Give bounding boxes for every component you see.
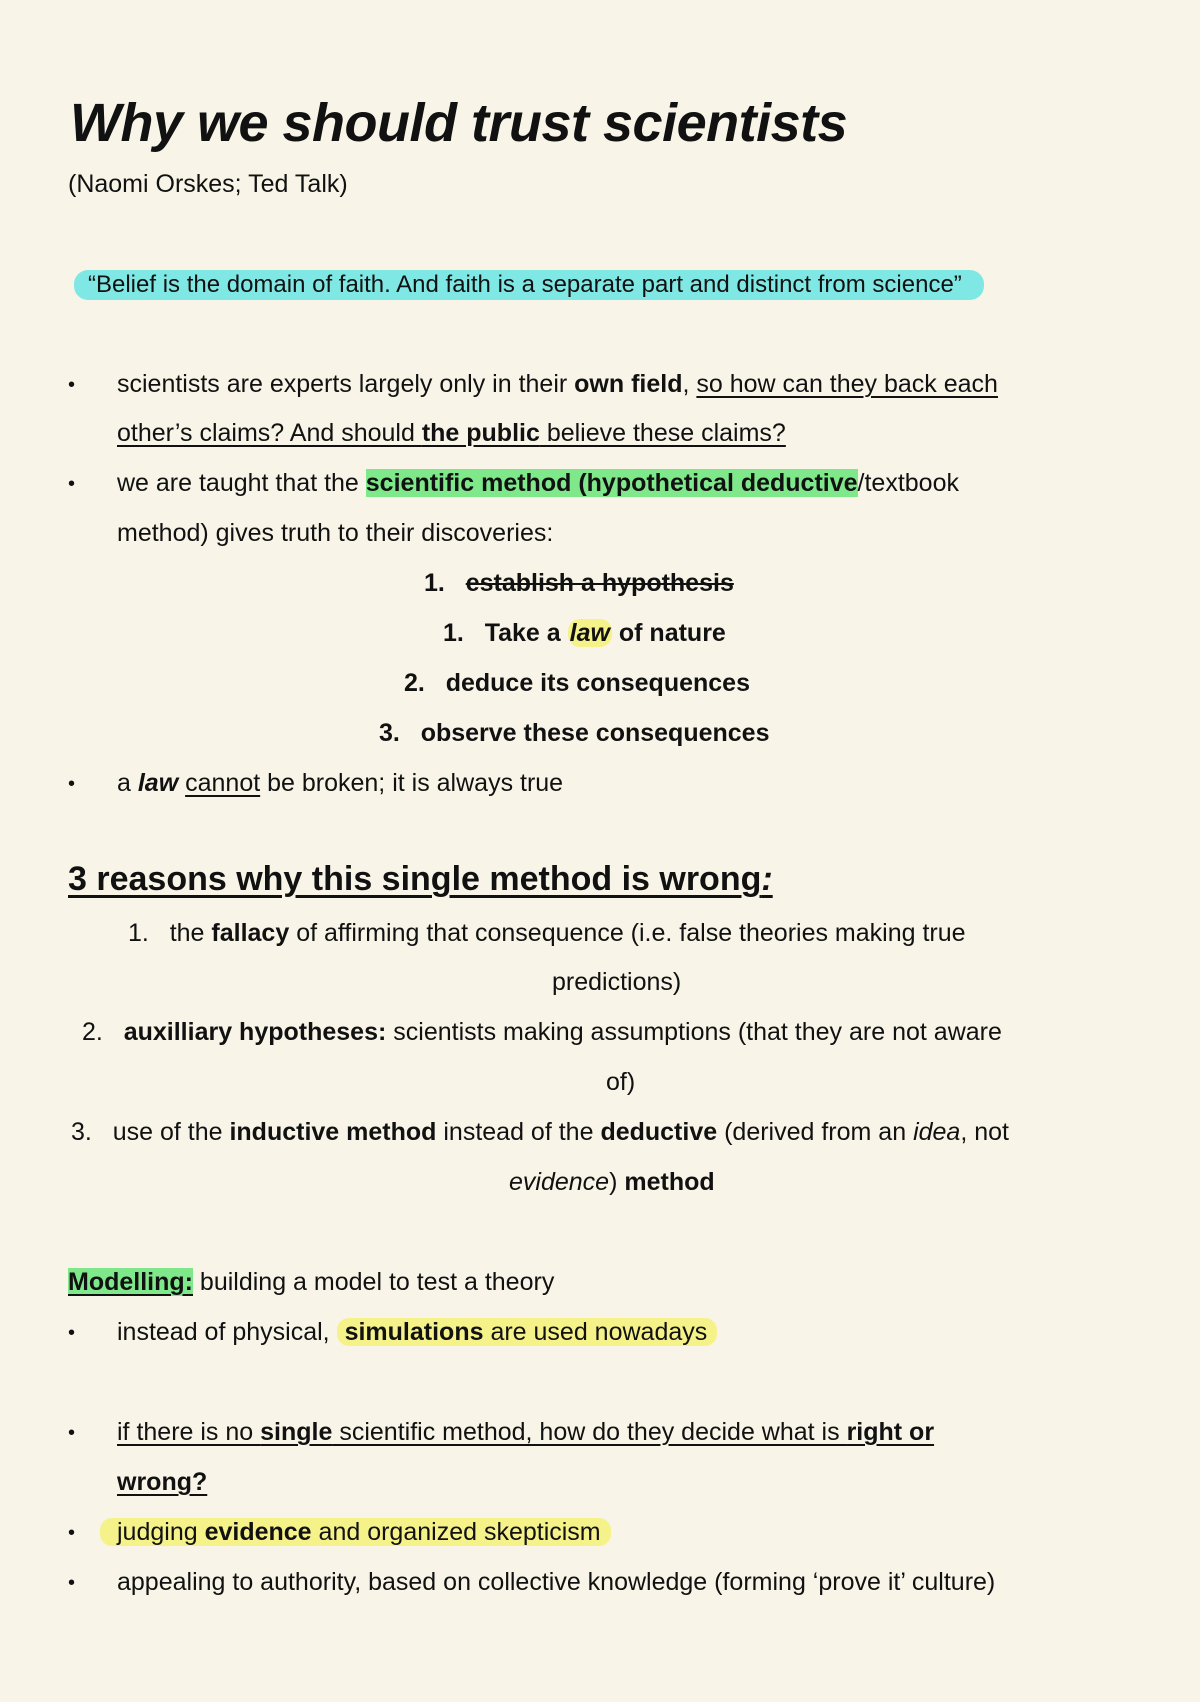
bold-text: inductive method (229, 1118, 437, 1146)
text-segment: of affirming that consequence (i.e. false theories making true (289, 919, 966, 947)
bold-text: simulations (344, 1318, 484, 1346)
text-segment: the (169, 919, 212, 947)
text-segment: ) (609, 1168, 625, 1196)
method-step (379, 719, 769, 748)
reason-item-continuation: predictions) (552, 968, 682, 996)
highlighted-quote: “Belief is the domain of faith. And faith is a separate part and distinct from science” (74, 270, 984, 300)
method-step (404, 669, 750, 698)
bullet-line (117, 769, 563, 798)
text-segment: , (682, 370, 697, 398)
bold-text: own field (574, 370, 683, 398)
text-segment: scientific method, how do they decide what is (332, 1418, 847, 1446)
text-segment: are used nowadays (483, 1318, 708, 1346)
bullet-line (117, 1318, 717, 1347)
text-segment: we are taught that the (117, 469, 366, 497)
step-text: deduce its consequences (445, 669, 750, 697)
text-segment: scientists making assumptions (that they are not aware (386, 1018, 1002, 1046)
reason-item (128, 919, 966, 948)
bold-text: auxilliary hypotheses: (123, 1018, 387, 1046)
text-segment: be broken; it is always true (260, 769, 564, 797)
highlighted-text (100, 1518, 611, 1546)
struck-text: establish a hypothesis (465, 569, 734, 597)
bullet-marker: • (68, 773, 76, 795)
heading-text: 3 reasons why this single method is wrong (68, 860, 762, 898)
bullet-marker: • (68, 1422, 76, 1444)
text-segment: other’s claims? And should (117, 419, 422, 447)
text-segment: believe these claims? (539, 419, 786, 447)
text-segment: a (117, 769, 138, 797)
text-segment: judging (117, 1518, 205, 1546)
bullet-marker: • (68, 1322, 76, 1344)
highlighted-bold-text: scientific method (hypothetical deductive (365, 469, 858, 497)
bold-text: fallacy (211, 919, 290, 947)
bullet-marker: • (68, 473, 76, 495)
bullet-marker: • (68, 1572, 76, 1594)
bold-text: deductive (600, 1118, 718, 1146)
text-segment: (derived from an (717, 1118, 914, 1146)
highlighted-label: Modelling: (68, 1268, 193, 1296)
text-segment: use of the (112, 1118, 230, 1146)
text-segment: scientists are experts largely only in their (117, 370, 575, 398)
italic-text: idea (913, 1118, 961, 1146)
step-number: 1. (443, 619, 464, 647)
reason-item (71, 1118, 1009, 1147)
bold-text: evidence (204, 1518, 312, 1546)
bold-text: the public (421, 419, 540, 447)
section-heading (68, 860, 773, 899)
bullet-line-continuation (117, 419, 786, 448)
text-segment: /textbook (857, 469, 959, 497)
item-number: 3. (71, 1118, 92, 1146)
struck-step (424, 569, 734, 598)
highlighted-italic-text: law (569, 619, 610, 647)
modelling-line (68, 1268, 554, 1297)
heading-colon: : (761, 860, 773, 898)
text-segment: building a model to test a theory (192, 1268, 555, 1296)
text-segment: and organized skepticism (311, 1518, 601, 1546)
bullet-marker: • (68, 374, 76, 396)
bullet-line: appealing to authority, based on collective knowledge (forming ‘prove it’ culture) (117, 1568, 996, 1596)
method-step (443, 619, 726, 648)
underlined-text: so how can they back each (696, 370, 998, 398)
underlined-text: cannot (185, 769, 261, 797)
bold-text: right or (846, 1418, 935, 1446)
bullet-line (117, 370, 998, 399)
step-number: 3. (379, 719, 400, 747)
item-number: 2. (82, 1018, 103, 1046)
bullet-line (117, 469, 959, 498)
text-segment: , not (960, 1118, 1009, 1146)
step-number: 2. (404, 669, 425, 697)
italic-text: evidence (509, 1168, 610, 1196)
reason-item (82, 1018, 1002, 1047)
reason-item-continuation (509, 1168, 715, 1197)
bullet-line (100, 1518, 611, 1547)
bold-text: method (624, 1168, 715, 1196)
text-segment: of nature (611, 619, 726, 647)
bold-italic-text: law (137, 769, 179, 797)
text-segment: if there is no (117, 1418, 261, 1446)
reason-item-continuation: of) (606, 1068, 636, 1096)
step-text: observe these consequences (420, 719, 770, 747)
text-segment: Take a (484, 619, 568, 647)
step-number: 1. (424, 569, 445, 597)
page-title: Why we should trust scientists (70, 93, 848, 153)
highlighted-text (337, 1318, 718, 1346)
bullet-line-continuation: wrong? (117, 1468, 208, 1496)
bullet-line (117, 1418, 934, 1447)
subtitle: (Naomi Orskes; Ted Talk) (68, 170, 348, 198)
bullet-line-continuation: method) gives truth to their discoveries: (117, 519, 554, 547)
item-number: 1. (128, 919, 149, 947)
text-segment: instead of the (436, 1118, 601, 1146)
bullet-marker: • (68, 1522, 76, 1544)
text-segment: instead of physical, (117, 1318, 337, 1346)
bold-text: single (260, 1418, 333, 1446)
